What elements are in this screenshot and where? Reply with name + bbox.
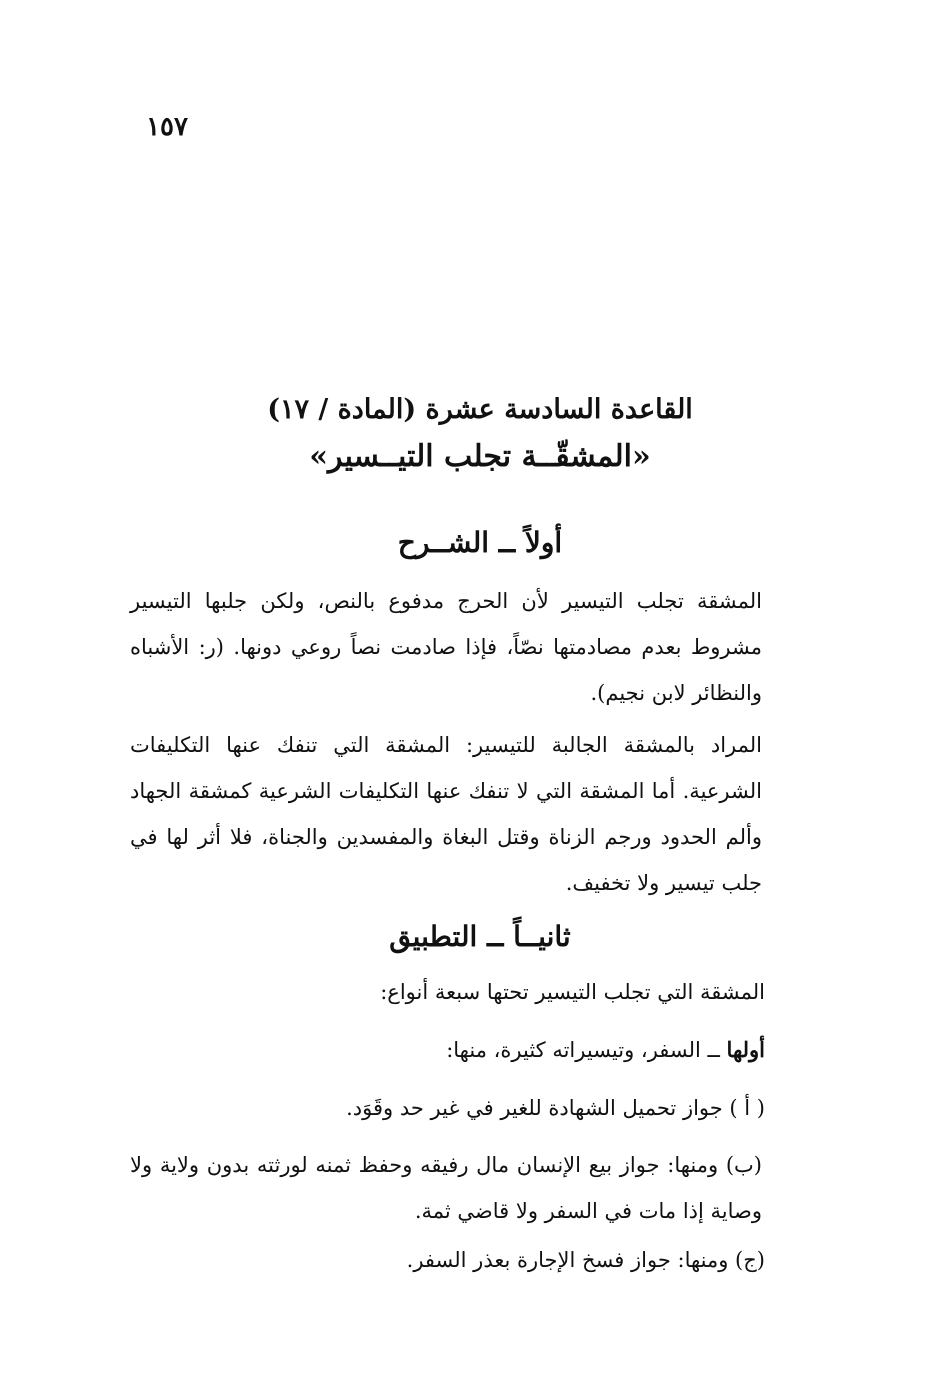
section-heading-application: ثانيــاً ــ التطبيق [389,920,571,953]
paragraph-meaning: المراد بالمشقة الجالبة للتيسير: المشقة التي تنفك عنها التكليفات الشرعية. أما المشقة التي لا تنفك عنها التكليفات الشرعية كمشقة الجهاد وألم الحدود ورجم الزناة وقتل البغاة والمفسدين والجناة، فلا أثر لها في جلب تيسير ولا تخفيف. [130,733,762,895]
item-b: (ب) ومنها: جواز بيع الإنسان مال رفيقه وحفظ ثمنه لورثته بدون ولاية ولا وصاية إذا مات في السفر ولا قاضي ثمة. [130,1153,762,1223]
rule-subtitle: «المشقّــة تجلب التيــسير» [309,439,651,474]
first-type-label: أولها [726,1037,765,1062]
rule-title: القاعدة السادسة عشرة (المادة / ١٧) [267,394,693,425]
application-intro: المشقة التي تجلب التيسير تحتها سبعة أنواع: [380,980,765,1004]
section-heading-explanation: أولاً ــ الشــرح [397,526,563,559]
item-a: ( أ ) جواز تحميل الشهادة للغير في غير حد وقَوَد. [346,1096,765,1120]
paragraph-explanation: المشقة تجلب التيسير لأن الحرج مدفوع بالنص، ولكن جلبها التيسير مشروط بعدم مصادمتها نصّاً، فإذا صادمت نصاً روعي دونها. (ر: الأشباه والنظائر لابن نجيم). [130,589,762,705]
item-c: (ج) ومنها: جواز فسخ الإجارة بعذر السفر. [406,1248,765,1272]
rule-header [180,388,780,482]
first-type-line [446,1030,765,1070]
page-number: ١٥٧ [146,112,188,142]
first-type-text: ــ السفر، وتيسيراته كثيرة، منها: [446,1038,727,1062]
